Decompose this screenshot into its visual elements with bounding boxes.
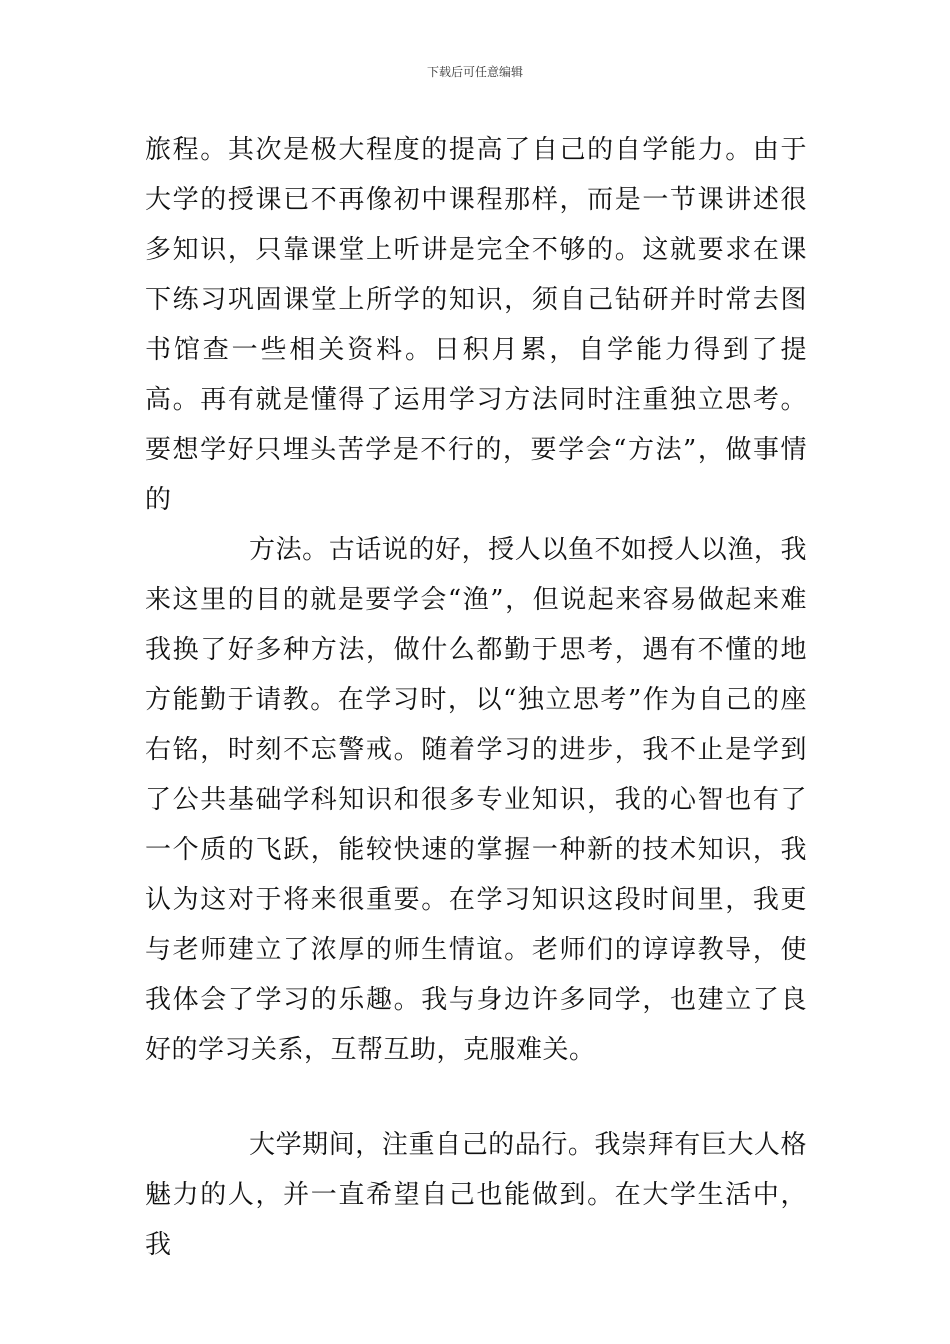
page-header-note: 下载后可任意编辑 (426, 65, 523, 79)
paragraph-2: 方法。古话说的好，授人以鱼不如授人以渔，我来这里的目的就是要学会“渔”，但说起来容易做起来难我换了好多种方法，做什么都勤于思考，遇有不懂的地方能勤于请教。在学习时，以“独立思考”作为自己的座右铭，时刻不忘警戒。随着学习的进步，我不止是学到了公共基础学科知识和很多专业知识，我的心智也有了一个质的飞跃，能较快速的掌握一种新的技术知识，我认为这对于将来很重要。在学习知识这段时间里，我更与老师建立了浓厚的师生情谊。老师们的谆谆教导，使我体会了学习的乐趣。我与身边许多同学，也建立了良好的学习关系，互帮互助，克服难关。 (145, 535, 807, 1065)
paragraph-1: 旅程。其次是极大程度的提高了自己的自学能力。由于大学的授课已不再像初中课程那样，而是一节课讲述很多知识，只靠课堂上听讲是完全不够的。这就要求在课下练习巩固课堂上所学的知识，须自己钻研并时常去图书馆查一些相关资料。日积月累，自学能力得到了提高。再有就是懂得了运用学习方法同时注重独立思考。要想学好只埋头苦学是不行的，要学会“方法”，做事情的 (145, 135, 807, 515)
paragraph-3: 大学期间，注重自己的品行。我崇拜有巨大人格魅力的人，并一直希望自己也能做到。在大学生活中，我 (145, 1130, 807, 1260)
